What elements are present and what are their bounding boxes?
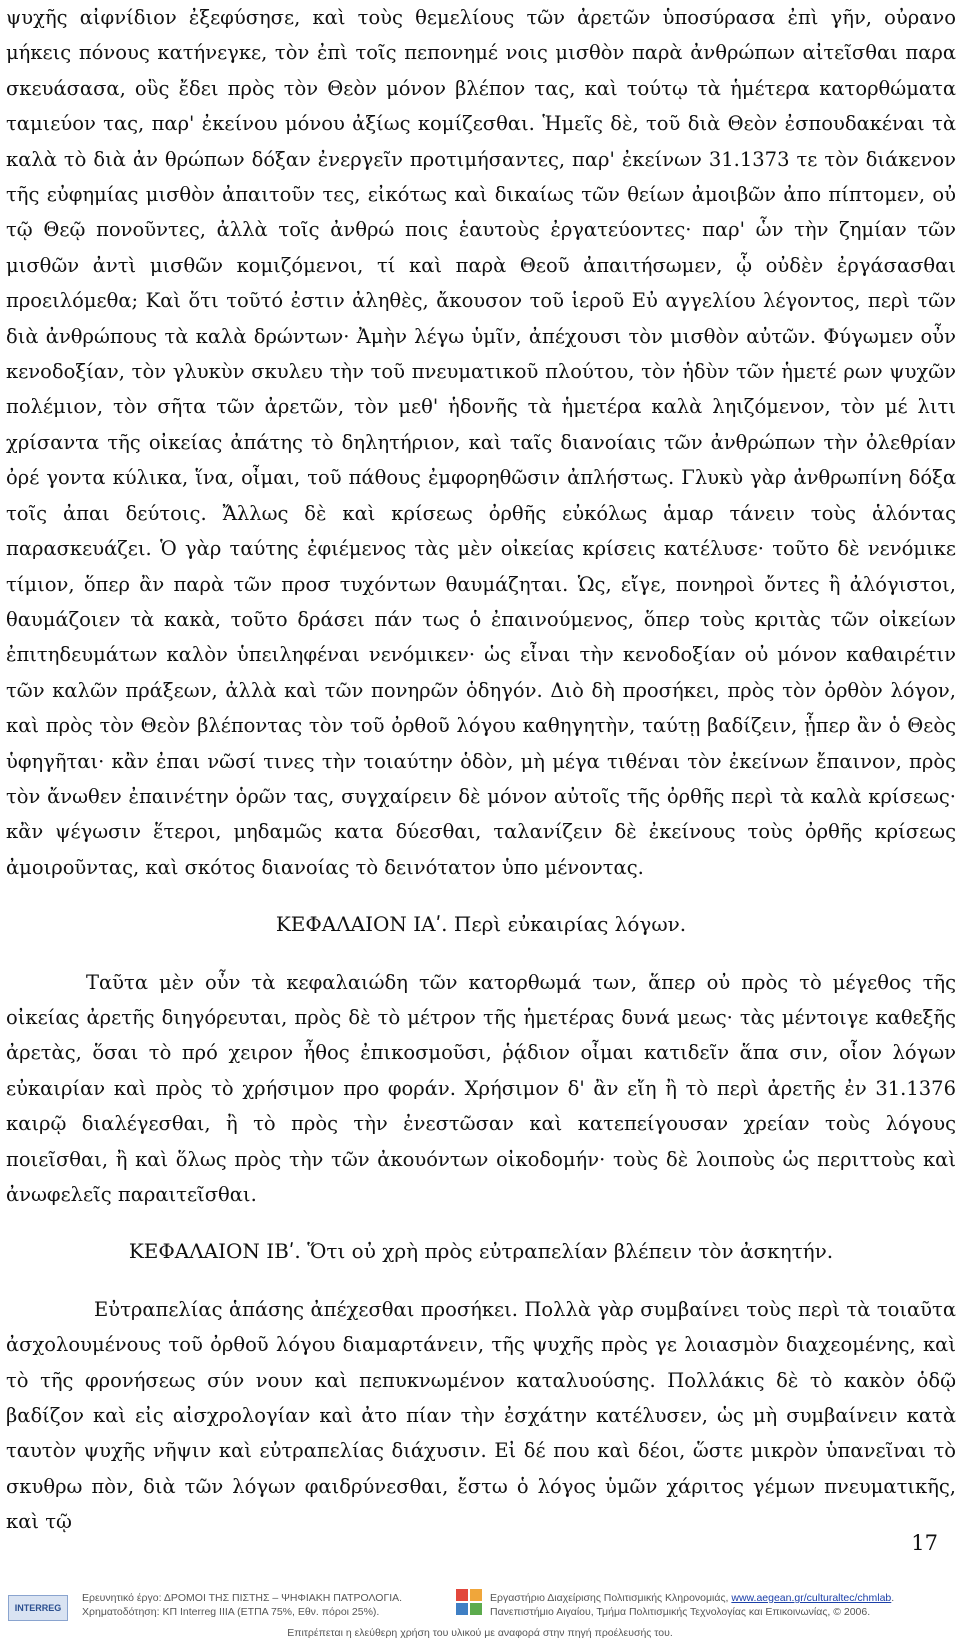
page-number: 17	[911, 1531, 938, 1555]
footer-right	[490, 1591, 894, 1619]
footer-funding-line: Χρηματοδότηση: ΚΠ Interreg IIIA (ΕΤΠΑ 75%, Εθν. πόροι 25%).	[82, 1606, 380, 1618]
footer-license-line: Επιτρέπεται η ελεύθερη χρήση του υλικού με αναφορά στην πηγή προέλευσής του.	[287, 1627, 673, 1639]
interreg-logo-text: INTERREG	[14, 1603, 62, 1613]
footer-lab-line	[490, 1591, 894, 1605]
body-text	[6, 0, 956, 1540]
chapter-heading-11: ΚΕΦΑΛΑΙΟΝ ΙΑʹ. Περὶ εὐκαιρίας λόγων.	[275, 912, 687, 937]
footer-lab-name: Εργαστήριο Διαχείρισης Πολιτισμικής Κληρονομιάς,	[490, 1592, 732, 1604]
paragraph-continued: ψυχῆς αἰφνίδιον ἐξεφύσησε, καὶ τοὺς θεμελίους τῶν ἀρετῶν ὑποσύρασα ἐπὶ γῆν, οὐρανο μήκεις πόνους κατήνεγκε, τὸν ἐπὶ τοῖς πεπονημέ νοις μισθὸν παρὰ ἀνθρώπων αἰτεῖσθαι παρα σκευάσασα, οὓς ἔδει πρὸς τὸν Θεὸν μόνον βλέπον τας, καὶ τούτῳ τὰ ἡμέτερα κατορθώματα ταμιεύον τας, παρ' ἐκείνου μόνου ἀξίως κομίζεσθαι. Ἡμεῖς δὲ, τοῦ διὰ Θεὸν ἐσπουδακέναι τὰ καλὰ τὸ διὰ ἀν θρώπων δόξαν ἐνεργεῖν προτιμήσαντες, παρ' ἐκείνων 31.1373 τε τὸν διάκενον τῆς εὐφημίας μισθὸν ἀπαιτοῦν τες, εἰκότως καὶ δικαίως τῶν θείων ἀμοιβῶν ἀπο πίπτομεν, οὐ τῷ Θεῷ πονοῦντες, ἀλλὰ τοῖς ἀνθρώ ποις ἑαυτοὺς ἐργατεύοντες· παρ' ὧν τὴν ζημίαν τῶν μισθῶν ἀντὶ μισθῶν κομιζόμενοι, τί καὶ παρὰ Θεοῦ ἀπαιτήσωμεν, ᾧ οὐδὲν ἐργάσασθαι προειλόμεθα; Καὶ ὅτι τοῦτό ἐστιν ἀληθὲς, ἄκουσον τοῦ ἱεροῦ Εὐ αγγελίου λέγοντος, περὶ τῶν διὰ ἀνθρώπους τὰ καλὰ δρώντων· Ἀμὴν λέγω ὑμῖν, ἀπέχουσι τὸν μισθὸν αὐτῶν. Φύγωμεν οὖν κενοδοξίαν, τὸν γλυκὺν σκυλευ τὴν τοῦ πνευματικοῦ πλούτου, τὸν ἡδὺν τῶν ἡμετέ ρων ψυχῶν πολέμιον, τὸν σῆτα τῶν ἀρετῶν, τὸν μεθ' ἡδονῆς τὰ ἡμετέρα καλὰ ληιζόμενον, τὸν μέ λιτι χρίσαντα τῆς οἰκείας ἀπάτης τὸ δηλητήριον, καὶ ταῖς διανοίαις τῶν ἀνθρώπων τὴν ὀλεθρίαν ὀρέ γοντα κύλικα, ἵνα, οἶμαι, τοῦ πάθους ἐμφορηθῶσιν ἀπλήστως. Γλυκὺ γὰρ ἀνθρωπίνη δόξα τοῖς ἀπαι δεύτοις. Ἄλλως δὲ καὶ κρίσεως ὀρθῆς εὐκόλως ἁμαρ τάνειν τοὺς ἁλόντας παρασκευάζει. Ὁ γὰρ ταύτης ἐφιέμενος τὰς μὲν οἰκείας κρίσεις κατέλυσε· τοῦτο δὲ νενόμικε τίμιον, ὅπερ ἂν παρὰ τῶν προσ τυχόντων θαυμάζηται. Ὡς, εἴγε, πονηροὶ ὄντες ἢ ἀλόγιστοι, θαυμάζοιεν τὰ κακὰ, τοῦτο δράσει πάν τως ὁ ἐπαινούμενος, ὅπερ τοὺς κριτὰς τῶν οἰκείων ἐπιτηδευμάτων καλὸν ὑπειληφέναι νενόμικεν· ὡς εἶναι τὴν κενοδοξίαν οὐ μόνον καθαιρέτιν τῶν καλῶν πράξεων, ἀλλὰ καὶ τῶν πονηρῶν ὁδηγόν. Διὸ δὴ προσήκει, πρὸς τὸν ὀρθὸν λόγον, καὶ πρὸς τὸν Θεὸν βλέποντας τὸν τοῦ ὀρθοῦ λόγου καθηγητὴν, ταύτῃ βαδίζειν, ᾗπερ ἂν ὁ Θεὸς ὑφηγῆται· κἂν ἐπαι νῶσί τινες τὴν τοιαύτην ὁδὸν, μὴ μέγα τιθέναι τὸν ἐκείνων ἔπαινον, πρὸς τὸν ἄνωθεν ἐπαινέτην ὁρῶν τας, συγχαίρειν δὲ μόνον αὐτοῖς τῆς ὀρθῆς περὶ τὰ καλὰ κρίσεως· κἂν ψέγωσιν ἕτεροι, μηδαμῶς κατα δύεσθαι, ταλανίζειν δὲ ἐκείνους τοὺς ὀρθῆς κρίσεως ἀμοιροῦντας, καὶ σκότος διανοίας τὸ δεινότατον ὑπο μένοντας.	[6, 6, 956, 879]
lab-website-link[interactable]: www.aegean.gr/culturaltec/chmlab	[731, 1592, 892, 1604]
footer-project-line: Ερευνητικό έργο: ΔΡΟΜΟΙ ΤΗΣ ΠΙΣΤΗΣ – ΨΗΦΙΑΚΗ ΠΑΤΡΟΛΟΓΙΑ.	[82, 1592, 403, 1604]
lab-logo-icon	[456, 1589, 484, 1619]
paragraph-chapter-11: Ταῦτα μὲν οὖν τὰ κεφαλαιώδη τῶν κατορθωμά των, ἅπερ οὐ πρὸς τὸ μέγεθος τῆς οἰκείας ἀρετῆς διηγόρευται, πρὸς δὲ τὸ μέτρον τῆς ἡμετέρας δυνά μεως· τὰς μέντοιγε καθεξῆς ἀρετὰς, ὅσαι τὸ πρό χειρον ἦθος ἐπικοσμοῦσι, ῥᾴδιον οἶμαι κατιδεῖν ἅπα σιν, οἷον λόγων εὐκαιρίαν καὶ πρὸς τὸ χρήσιμον προ φοράν. Χρήσιμον δ' ἂν εἴη ἢ τὸ περὶ ἀρετῆς ἐν 31.1376 καιρῷ διαλέγεσθαι, ἢ τὸ πρὸς τὴν ἐνεστῶσαν καὶ κατεπείγουσαν χρείαν τοὺς λόγους ποιεῖσθαι, ἢ καὶ ὅλως πρὸς τὴν τῶν ἀκουόντων οἰκοδομήν· τοὺς δὲ λοιποὺς ὡς περιττοὺς καὶ ἀνωφελεῖς παραιτεῖσθαι.	[6, 970, 956, 1206]
footer-left	[82, 1591, 402, 1619]
page-footer	[0, 1585, 960, 1651]
footer-university-line: Πανεπιστήμιο Αιγαίου, Τμήμα Πολιτισμικής Τεχνολογίας και Επικοινωνίας, © 2006.	[490, 1606, 871, 1618]
footer-lab-suffix: .	[891, 1592, 895, 1604]
paragraph-chapter-12: Εὐτραπελίας ἁπάσης ἀπέχεσθαι προσήκει. Πολλὰ γὰρ συμβαίνει τοὺς περὶ τὰ τοιαῦτα ἀσχολουμένους τοῦ ὀρθοῦ λόγου διαμαρτάνειν, τῆς ψυχῆς πρὸς γε λοιασμὸν διαχεομένης, καὶ τὸ τῆς φρονήσεως σύν νουν καὶ πεπυκνωμένον καταλυούσης. Πολλάκις δὲ τὸ κακὸν ὁδῷ βαδίζον καὶ εἰς αἰσχρολογίαν καὶ ἀτο πίαν τὴν ἐσχάτην κατέλυσεν, ὡς μὴ συμβαίνειν κατὰ ταυτὸν ψυχῆς νῆψιν καὶ εὐτραπελίας διάχυσιν. Εἰ δέ που καὶ δέοι, ὥστε μικρὸν ὑπανεῖναι τὸ σκυθρω πὸν, διὰ τῶν λόγων φαιδρύνεσθαι, ἔστω ὁ λόγος ὑμῶν χάριτος γέμων πνευματικῆς, καὶ τῷ	[6, 1297, 956, 1534]
chapter-heading-12: ΚΕΦΑΛΑΙΟΝ ΙΒʹ. Ὅτι οὐ χρὴ πρὸς εὐτραπελίαν βλέπειν τὸν ἀσκητήν.	[128, 1239, 834, 1264]
interreg-logo	[8, 1595, 68, 1621]
